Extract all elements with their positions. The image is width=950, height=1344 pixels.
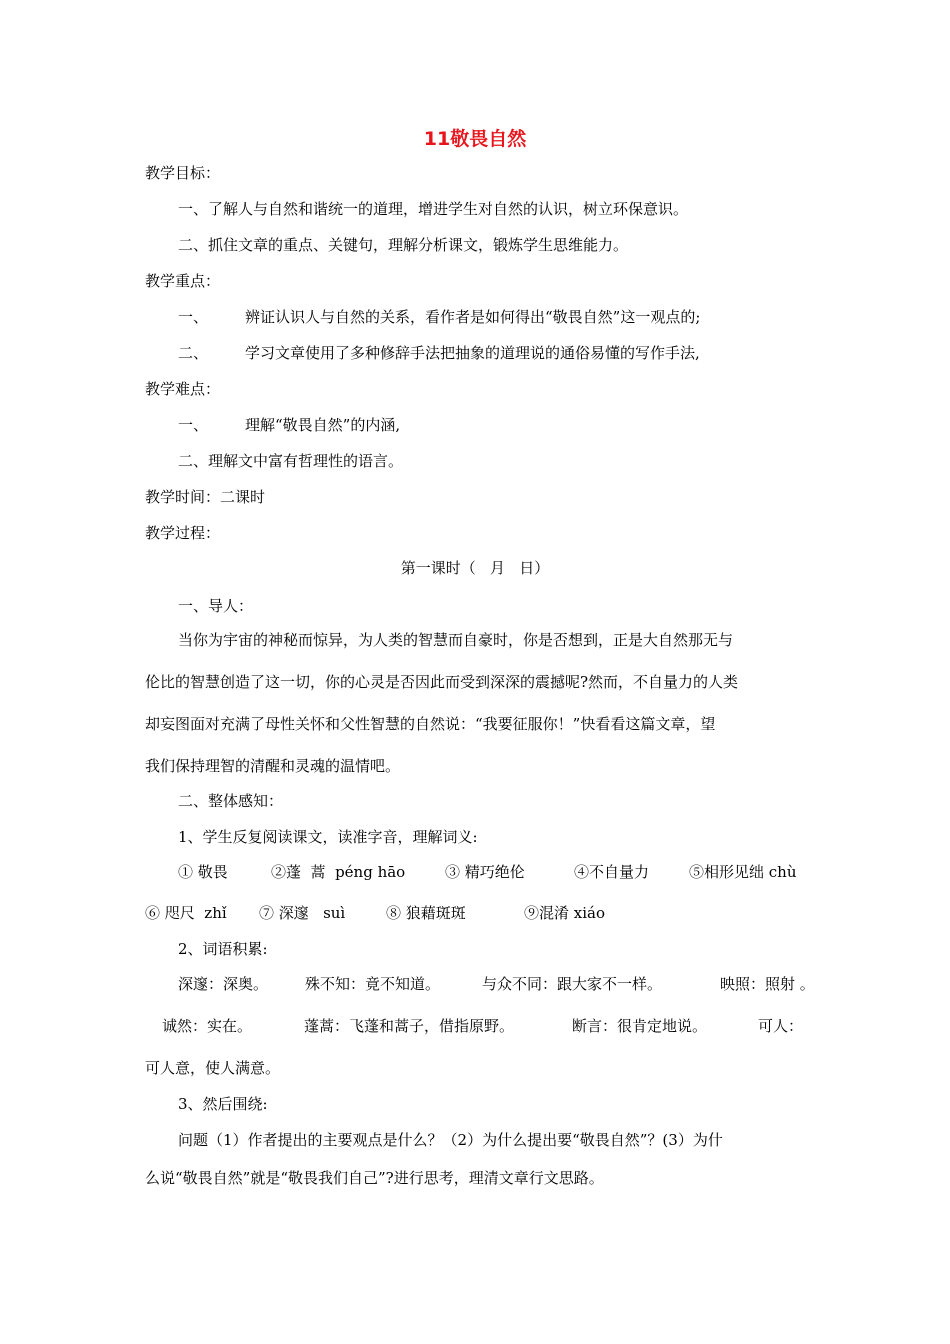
objective-item: 一、了解人与自然和谐统一的道理，增进学生对自然的认识，树立环保意识。 xyxy=(178,200,689,218)
vocab-item: ⑨混淆 xiáo xyxy=(524,904,605,922)
key-points-heading: 教学重点： xyxy=(145,272,221,290)
overall-heading: 二、整体感知： xyxy=(178,792,284,810)
vocab-item: ②蓬 蒿 péng hāo xyxy=(271,863,406,881)
vocab-item: ③ 精巧绝伦 xyxy=(445,863,525,881)
intro-paragraph-line: 当你为宇宙的神秘而惊异，为人类的智慧而自豪时，你是否想到，正是大自然那无与 xyxy=(178,631,734,649)
word-item: 与众不同：跟大家不一样。 xyxy=(482,975,663,993)
intro-paragraph-line: 我们保持理智的清醒和灵魂的温情吧。 xyxy=(145,757,401,775)
vocab-item: ⑥ 咫尺 zhǐ xyxy=(145,904,227,922)
key-point-text: 学习文章使用了多种修辞手法把抽象的道理说的通俗易懂的写作手法, xyxy=(245,344,700,362)
vocab-item: ④不自量力 xyxy=(574,863,650,881)
step-2: 2、词语积累: xyxy=(178,940,268,958)
vocab-item: ① 敬畏 xyxy=(178,863,228,881)
word-item: 可人： xyxy=(758,1017,804,1035)
word-item: 映照：照射 。 xyxy=(720,975,815,993)
word-item: 蓬蒿：飞蓬和蒿子，借指原野。 xyxy=(304,1017,515,1035)
question-line: 么说“敬畏自然”就是“敬畏我们自己”?进行思考，理清文章行文思路。 xyxy=(145,1169,604,1187)
difficulty-item: 二、理解文中富有哲理性的语言。 xyxy=(178,452,404,470)
difficulty-text: 理解“敬畏自然”的内涵, xyxy=(245,416,401,434)
word-item: 诚然：实在。 xyxy=(162,1017,253,1035)
word-item: 深邃：深奥。 xyxy=(178,975,269,993)
objectives-heading: 教学目标： xyxy=(145,164,221,182)
vocab-item: ⑦ 深邃 suì xyxy=(259,904,346,922)
key-point-num: 二、 xyxy=(178,344,209,362)
intro-heading: 一、导人： xyxy=(178,597,254,615)
intro-paragraph-line: 伦比的智慧创造了这一切，你的心灵是否因此而受到深深的震撼呢?然而，不自量力的人类 xyxy=(145,673,739,691)
teaching-time: 教学时间：二课时 xyxy=(145,488,266,506)
difficulties-heading: 教学难点： xyxy=(145,380,221,398)
word-item: 断言：很肯定地说。 xyxy=(572,1017,708,1035)
step-1: 1、学生反复阅读课文，读准字音，理解词义: xyxy=(178,828,478,846)
word-item-continued: 可人意，使人满意。 xyxy=(145,1059,281,1077)
vocab-item: ⑧ 狼藉斑斑 xyxy=(386,904,466,922)
lesson-heading: 第一课时（ 月 日） xyxy=(400,559,550,577)
intro-paragraph-line: 却妄图面对充满了母性关怀和父性智慧的自然说：“我要征服你！”快看看这篇文章，望 xyxy=(145,715,716,733)
page-title: 11敬畏自然 xyxy=(423,128,527,150)
question-line: 问题（1）作者提出的主要观点是什么？（2）为什么提出要“敬畏自然”？(3）为什 xyxy=(178,1131,723,1149)
process-heading: 教学过程： xyxy=(145,524,221,542)
key-point-text: 辨证认识人与自然的关系，看作者是如何得出“敬畏自然”这一观点的; xyxy=(245,308,701,326)
objective-item: 二、抓住文章的重点、关键句，理解分析课文，锻炼学生思维能力。 xyxy=(178,236,629,254)
vocab-item: ⑤相形见绌 chù xyxy=(689,863,797,881)
word-item: 殊不知：竟不知道。 xyxy=(305,975,441,993)
key-point-num: 一、 xyxy=(178,308,209,326)
step-3: 3、然后围绕: xyxy=(178,1095,268,1113)
difficulty-num: 一、 xyxy=(178,416,209,434)
